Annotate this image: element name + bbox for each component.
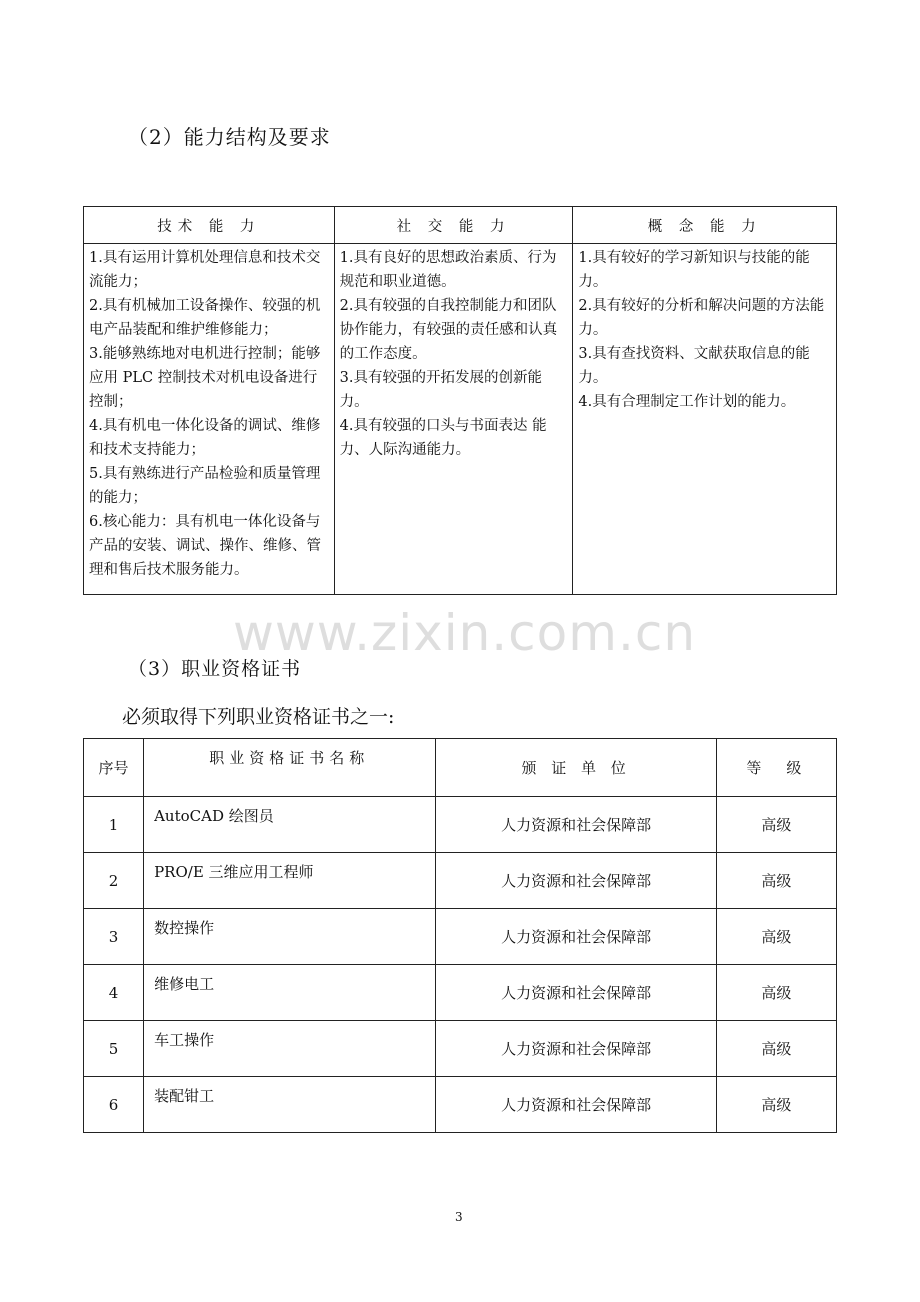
conceptual-item: 1.具有较好的学习新知识与技能的能力。 — [578, 250, 810, 290]
technical-item: 5.具有熟练进行产品检验和质量管理的能力； — [89, 466, 321, 506]
ability-header-row — [84, 207, 837, 244]
cert-no: 1 — [84, 797, 144, 853]
cert-name: 车工操作 — [144, 1021, 436, 1077]
cert-name: 维修电工 — [144, 965, 436, 1021]
table-row — [84, 909, 837, 965]
header-no: 序号 — [84, 739, 144, 797]
header-issuer: 颁 证 单 位 — [436, 739, 716, 797]
cert-issuer: 人力资源和社会保障部 — [436, 1077, 716, 1133]
header-social: 社 交 能 力 — [334, 207, 573, 244]
cert-issuer: 人力资源和社会保障部 — [436, 965, 716, 1021]
cert-name: 装配钳工 — [144, 1077, 436, 1133]
table-row — [84, 797, 837, 853]
cert-no: 5 — [84, 1021, 144, 1077]
social-item: 2.具有较强的自我控制能力和团队协作能力，有较强的责任感和认真的工作态度。 — [339, 298, 558, 362]
social-item: 1.具有良好的思想政治素质、行为规范和职业道德。 — [339, 250, 557, 290]
table-row — [84, 965, 837, 1021]
technical-item: 2.具有机械加工设备操作、较强的机电产品装配和维护维修能力； — [89, 298, 321, 338]
cert-issuer: 人力资源和社会保障部 — [436, 797, 716, 853]
cert-level: 高级 — [716, 797, 836, 853]
watermark: www.zixin.com.cn — [233, 604, 697, 662]
cert-level: 高级 — [716, 909, 836, 965]
technical-item: 3.能够熟练地对电机进行控制；能够应用 PLC 控制技术对机电设备进行控制； — [89, 346, 321, 410]
table-row — [84, 1021, 837, 1077]
cert-issuer: 人力资源和社会保障部 — [436, 1021, 716, 1077]
cert-no: 6 — [84, 1077, 144, 1133]
section-3-title: （3）职业资格证书 — [128, 658, 302, 680]
page-number: 3 — [455, 1210, 463, 1224]
ability-table — [83, 206, 837, 595]
social-item: 3.具有较强的开拓发展的创新能力。 — [339, 370, 543, 410]
cert-issuer: 人力资源和社会保障部 — [436, 853, 716, 909]
cert-no: 3 — [84, 909, 144, 965]
header-technical: 技术 能 力 — [84, 207, 335, 244]
ability-content-row — [84, 244, 837, 595]
cert-level: 高级 — [716, 965, 836, 1021]
conceptual-item: 4.具有合理制定工作计划的能力。 — [578, 394, 796, 410]
certificate-header-row — [84, 739, 837, 797]
header-conceptual: 概 念 能 力 — [573, 207, 837, 244]
cert-no: 4 — [84, 965, 144, 1021]
cert-name: 数控操作 — [144, 909, 436, 965]
cert-issuer: 人力资源和社会保障部 — [436, 909, 716, 965]
technical-item: 1.具有运用计算机处理信息和技术交流能力； — [89, 250, 321, 290]
header-name: 职业资格证书名称 — [144, 739, 436, 797]
cert-level: 高级 — [716, 1021, 836, 1077]
cert-name: AutoCAD 绘图员 — [144, 797, 436, 853]
section-2-title: （2）能力结构及要求 — [128, 125, 331, 149]
cert-no: 2 — [84, 853, 144, 909]
social-item: 4.具有较强的口头与书面表达 能力、人际沟通能力。 — [339, 418, 547, 458]
cert-level: 高级 — [716, 1077, 836, 1133]
header-level: 等 级 — [716, 739, 836, 797]
certificate-table — [83, 738, 837, 1133]
table-row — [84, 1077, 837, 1133]
conceptual-item: 3.具有查找资料、文献获取信息的能力。 — [578, 346, 810, 386]
cert-level: 高级 — [716, 853, 836, 909]
technical-item: 6.核心能力：具有机电一体化设备与产品的安装、调试、操作、维修、管理和售后技术服务能力。 — [89, 514, 321, 578]
technical-cell — [84, 244, 335, 595]
table-row — [84, 853, 837, 909]
technical-item: 4.具有机电一体化设备的调试、维修和技术支持能力； — [89, 418, 321, 458]
section-3-intro: 必须取得下列职业资格证书之一: — [122, 706, 395, 728]
conceptual-item: 2.具有较好的分析和解决问题的方法能力。 — [578, 298, 825, 338]
conceptual-cell — [573, 244, 837, 595]
social-cell — [334, 244, 573, 595]
cert-name: PRO/E 三维应用工程师 — [144, 853, 436, 909]
